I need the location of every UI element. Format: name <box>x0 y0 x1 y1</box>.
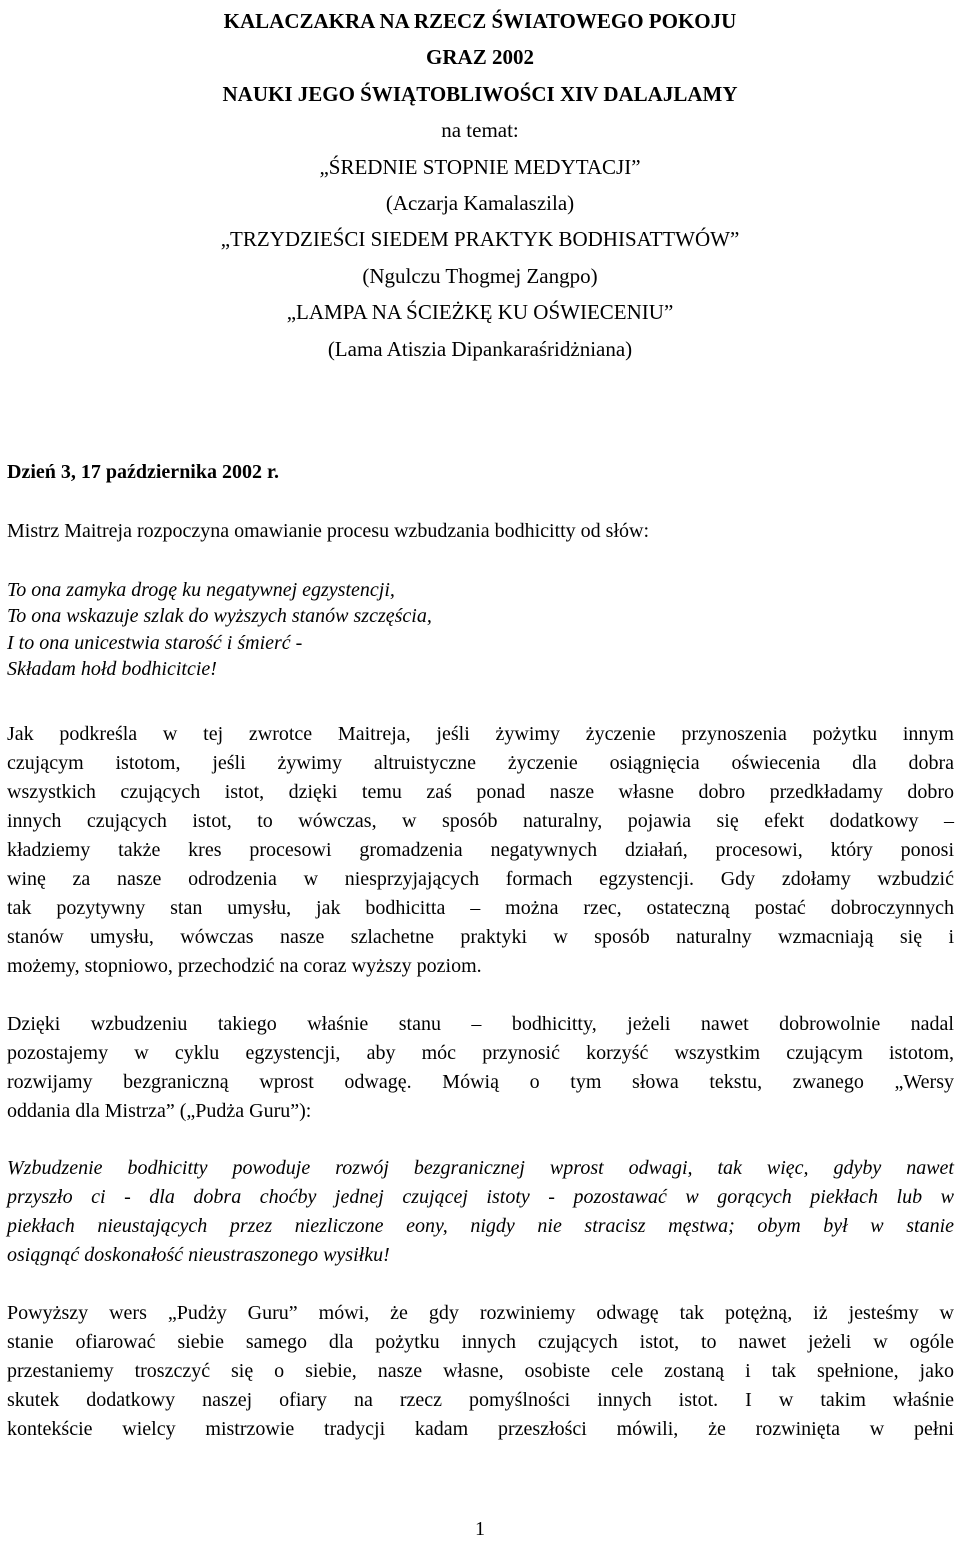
title-line: (Ngulczu Thogmej Zangpo) <box>362 263 598 288</box>
paragraph-line: Wzbudzenie bodhicitty powoduje rozwój bezgranicznej wprost odwagi, tak więc, gdyby nawet <box>7 1157 954 1179</box>
title-line: „TRZYDZIEŚCI SIEDEM PRAKTYK BODHISATTWÓW” <box>220 227 740 252</box>
title-line: „LAMPA NA ŚCIEŻKĘ KU OŚWIECENIU” <box>286 300 674 325</box>
title-block <box>0 3 960 367</box>
title-line: (Aczarja Kamalaszila) <box>385 191 575 216</box>
title-line: na temat: <box>441 118 519 143</box>
verse-line: I to ona unicestwia starość i śmierć - <box>7 631 303 654</box>
paragraph-line: winę za nasze odrodzenia w niesprzyjających formach egzystencji. Gdy zdołamy wzbudzić <box>7 868 954 890</box>
paragraph-line: osiągnąć doskonałość nieustraszonego wysiłku! <box>7 1244 390 1266</box>
title-line: KALACZAKRA NA RZECZ ŚWIATOWEGO POKOJU <box>223 9 737 33</box>
paragraph-line: rozwijamy bezgraniczną wprost odwagę. Mówią o tym słowa tekstu, zwanego „Wersy <box>7 1071 954 1093</box>
intro-sentence: Mistrz Maitreja rozpoczyna omawianie procesu wzbudzania bodhicitty od słów: <box>7 520 650 542</box>
verse-line: To ona zamyka drogę ku negatywnej egzystencji, <box>7 579 395 601</box>
paragraph-line: oddania dla Mistrza” („Pudża Guru”): <box>7 1100 312 1122</box>
paragraph-line: Dzięki wzbudzeniu takiego właśnie stanu – bodhicitty, jeżeli nawet dobrowolnie nadal <box>7 1013 954 1035</box>
verse-block <box>7 577 432 682</box>
page-number: 1 <box>475 1518 485 1540</box>
title-line: GRAZ 2002 <box>426 45 534 70</box>
paragraph-line: innych czujących istot, to wówczas, w sposób naturalny, pojawia się efekt dodatkowy – <box>7 810 954 832</box>
paragraph-1 <box>7 720 954 981</box>
paragraph-line: stanów umysłu, wówczas nasze szlachetne praktyki w sposób naturalny wzmacniają się i <box>7 926 954 948</box>
paragraph-line: Jak podkreśla w tej zwrotce Maitreja, jeśli żywimy życzenie przynoszenia pożytku innym <box>7 723 954 745</box>
paragraph-line: piekłach nieustających przez niezliczone eony, nigdy nie stracisz męstwa; obym był w stanie <box>7 1215 954 1237</box>
paragraph-line: kładziemy także kres procesowi gromadzenia negatywnych działań, procesowi, który ponosi <box>7 839 954 861</box>
paragraph-line: Powyższy wers „Pudży Guru” mówi, że gdy rozwiniemy odwagę tak potężną, iż jesteśmy w <box>7 1302 954 1324</box>
paragraph-line: przestaniemy troszczyć się o siebie, nasze własne, osobiste cele zostaną i tak spełnione, jako <box>7 1360 954 1382</box>
paragraph-line: pozostajemy w cyklu egzystencji, aby móc przynosić korzyść wszystkim czującym istotom, <box>7 1042 954 1064</box>
paragraph-line: tak pozytywny stan umysłu, jak bodhicitta – można rzec, ostateczną postać dobroczynnych <box>7 897 954 919</box>
paragraph-3-quote <box>7 1154 954 1270</box>
title-line: „ŚREDNIE STOPNIE MEDYTACJI” <box>319 154 641 179</box>
paragraph-2 <box>7 1010 954 1126</box>
paragraph-line: możemy, stopniowo, przechodzić na coraz wyższy poziom. <box>7 955 482 977</box>
paragraph-line: stanie ofiarować siebie samego dla pożytku innych czujących istot, to nawet jeżeli w ogóle <box>7 1331 954 1353</box>
paragraph-line: kontekście wielcy mistrzowie tradycji kadam przeszłości mówili, że rozwinięta w pełni <box>7 1418 954 1440</box>
paragraph-line: przyszło ci - dla dobra choćby jednej czującej istoty - pozostawać w gorących piekłach lub w <box>7 1186 954 1208</box>
title-line: NAUKI JEGO ŚWIĄTOBLIWOŚCI XIV DALAJLAMY <box>222 81 738 106</box>
title-line: (Lama Atiszia Dipankaraśridżniana) <box>327 336 633 361</box>
day-heading: Dzień 3, 17 października 2002 r. <box>7 461 280 483</box>
paragraph-line: czującym istotom, jeśli żywimy altruistyczne życzenie osiągnięcia oświecenia dla dobra <box>7 752 954 774</box>
paragraph-4 <box>7 1299 954 1444</box>
verse-line: Składam hołd bodhicitcie! <box>7 657 217 680</box>
paragraph-line: wszystkich czujących istot, dzięki temu zaś ponad nasze własne dobro przedkładamy dobro <box>7 781 954 803</box>
paragraph-line: skutek dodatkowy naszej ofiary na rzecz pomyślności innych istot. I w takim właśnie <box>7 1389 954 1411</box>
verse-line: To ona wskazuje szlak do wyższych stanów szczęścia, <box>7 605 432 628</box>
